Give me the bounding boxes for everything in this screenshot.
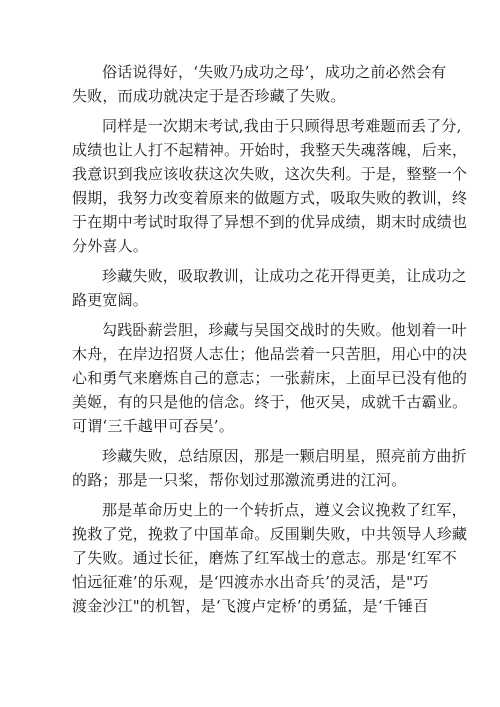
text-line: 假期，我努力改变着原来的做题方式，吸取失败的教训，终 xyxy=(72,189,468,207)
text-line: 美姬，有的只是他的信念。终于，他灭吴，成就千古霸业。 xyxy=(72,393,468,411)
text-line: 路更宽阔。 xyxy=(72,291,149,309)
paragraph-2 xyxy=(72,114,468,258)
text-line: 同样是一次期末考试,我由于只顾得思考难题而丢了分, xyxy=(102,117,462,135)
text-line: 木舟，在岸边招贤人志仕；他品尝着一只苦胆，用心中的决 xyxy=(72,345,468,363)
text-line: 于在期中考试时取得了异想不到的优异成绩，期末时成绩也 xyxy=(72,213,468,231)
text-line: 心和勇气来磨炼自己的意志；一张薪床，上面早已没有他的 xyxy=(72,369,468,387)
text-line: 挽救了党，挽救了中国革命。反围剿失败，中共领导人珍藏 xyxy=(72,525,468,543)
text-line: 可谓‘三千越甲可吞吴’。 xyxy=(72,417,234,435)
text-line: 成绩也让人打不起精神。开始时，我整天失魂落魄，后来， xyxy=(72,141,468,159)
text-line: 俗话说得好，‘失败乃成功之母’，成功之前必然会有 xyxy=(102,63,447,81)
document-body xyxy=(72,60,468,624)
text-line: 了失败。通过长征，磨炼了红军战士的意志。那是‘红军不 xyxy=(72,549,457,567)
text-line: 失败，而成功就决定于是否珍藏了失败。 xyxy=(72,87,346,105)
paragraph-4 xyxy=(72,318,468,438)
text-line: 渡金沙江"的机智，是‘飞渡卢定桥’的勇猛，是‘千锤百 xyxy=(72,597,429,615)
text-line: 分外喜人。 xyxy=(72,237,149,255)
text-line: 珍藏失败，吸取教训，让成功之花开得更美，让成功之 xyxy=(102,267,467,285)
paragraph-5 xyxy=(72,444,467,492)
text-line: 珍藏失败，总结原因，那是一颗启明星，照亮前方曲折 xyxy=(102,447,467,465)
text-line: 勾践卧薪尝胆，珍藏与吴国交战时的失败。他划着一叶 xyxy=(102,321,467,339)
text-line: 的路；那是一只桨，帮你划过那激流勇进的江河。 xyxy=(72,471,407,489)
text-line: 那是革命历史上的一个转折点，遵义会议挽救了红军， xyxy=(102,501,467,519)
paragraph-1 xyxy=(72,60,447,108)
text-line: 怕远征难’的乐观，是‘四渡赤水出奇兵’的灵活，是"巧 xyxy=(72,573,429,591)
paragraph-3 xyxy=(72,264,467,312)
paragraph-6 xyxy=(72,498,468,618)
text-line: 我意识到我应该收获这次失败，这次失利。于是，整整一个 xyxy=(72,165,468,183)
